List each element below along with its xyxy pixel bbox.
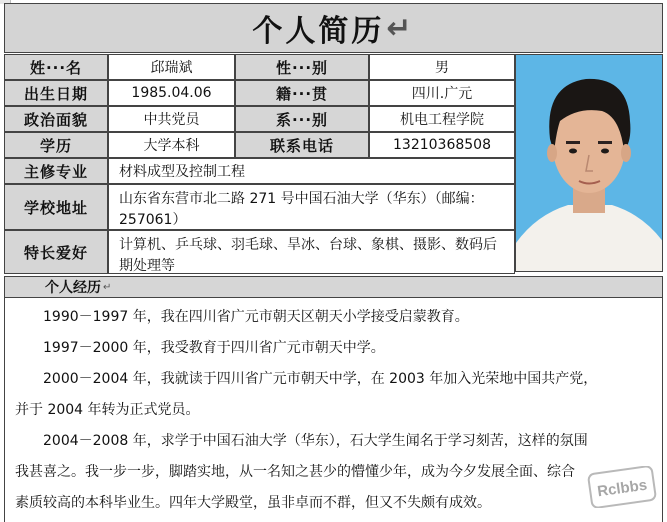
phone-label: 联系电话 — [235, 132, 369, 158]
experience-paragraph: 素质较高的本科毕业生。四年大学殿堂，虽非卓而不群，但又不失颇有成效。 — [15, 495, 491, 511]
section-title: 个人经历 — [45, 280, 101, 296]
name-value[interactable]: 邱瑞斌 — [108, 54, 235, 80]
political-status-value[interactable]: 中共党员 — [108, 106, 235, 132]
watermark-text: Rclbbs — [596, 476, 649, 501]
degree-label: 学历 — [4, 132, 108, 158]
birth-date-value[interactable]: 1985.04.06 — [108, 80, 235, 106]
native-place-value[interactable]: 四川.广元 — [369, 80, 515, 106]
experience-paragraph: 2004－2008 年，求学于中国石油大学（华东），石大学生闻名于学习刻苦，这样的氛围 — [43, 433, 588, 449]
experience-paragraph: 并于 2004 年转为正式党员。 — [15, 402, 200, 418]
gender-value[interactable]: 男 — [369, 54, 515, 80]
hobbies-value[interactable]: 计算机、乒乓球、羽毛球、旱冰、台球、象棋、摄影、数码后期处理等 — [108, 230, 515, 274]
portrait-image — [516, 55, 663, 272]
paragraph-mark-icon: ↵ — [103, 281, 112, 293]
degree-value[interactable]: 大学本科 — [108, 132, 235, 158]
major-value[interactable]: 材料成型及控制工程 — [108, 158, 515, 184]
page-title: 个人简历 — [252, 14, 385, 49]
paragraph-mark-icon: ↵ — [386, 10, 415, 46]
rclbbs-watermark-logo — [587, 466, 657, 508]
experience-paragraph: 我甚喜之。我一步一步，脚踏实地，从一名知之甚少的懵懂少年，成为今夕发展全面、综合 — [15, 464, 575, 480]
experience-body[interactable] — [4, 298, 663, 522]
section-header — [4, 276, 663, 298]
experience-paragraph: 1997－2000 年，我受教育于四川省广元市朝天中学。 — [43, 340, 385, 356]
resume-title-bar — [4, 3, 663, 53]
gender-label: 性···别 — [235, 54, 369, 80]
experience-paragraph: 2000－2004 年，我就读于四川省广元市朝天中学，在 2003 年加入光荣地中国共产党， — [43, 371, 598, 387]
address-label: 学校地址 — [4, 184, 108, 230]
native-place-label: 籍···贯 — [235, 80, 369, 106]
hobbies-label: 特长爱好 — [4, 230, 108, 274]
phone-value[interactable]: 13210368508 — [369, 132, 515, 158]
name-label: 姓···名 — [4, 54, 108, 80]
profile-photo[interactable] — [515, 54, 663, 272]
address-value[interactable]: 山东省东营市北二路 271 号中国石油大学（华东）（邮编：257061） — [108, 184, 515, 230]
department-label: 系···别 — [235, 106, 369, 132]
major-label: 主修专业 — [4, 158, 108, 184]
experience-paragraph: 1990－1997 年，我在四川省广元市朝天区朝天小学接受启蒙教育。 — [43, 309, 469, 325]
birth-date-label: 出生日期 — [4, 80, 108, 106]
department-value[interactable]: 机电工程学院 — [369, 106, 515, 132]
political-status-label: 政治面貌 — [4, 106, 108, 132]
